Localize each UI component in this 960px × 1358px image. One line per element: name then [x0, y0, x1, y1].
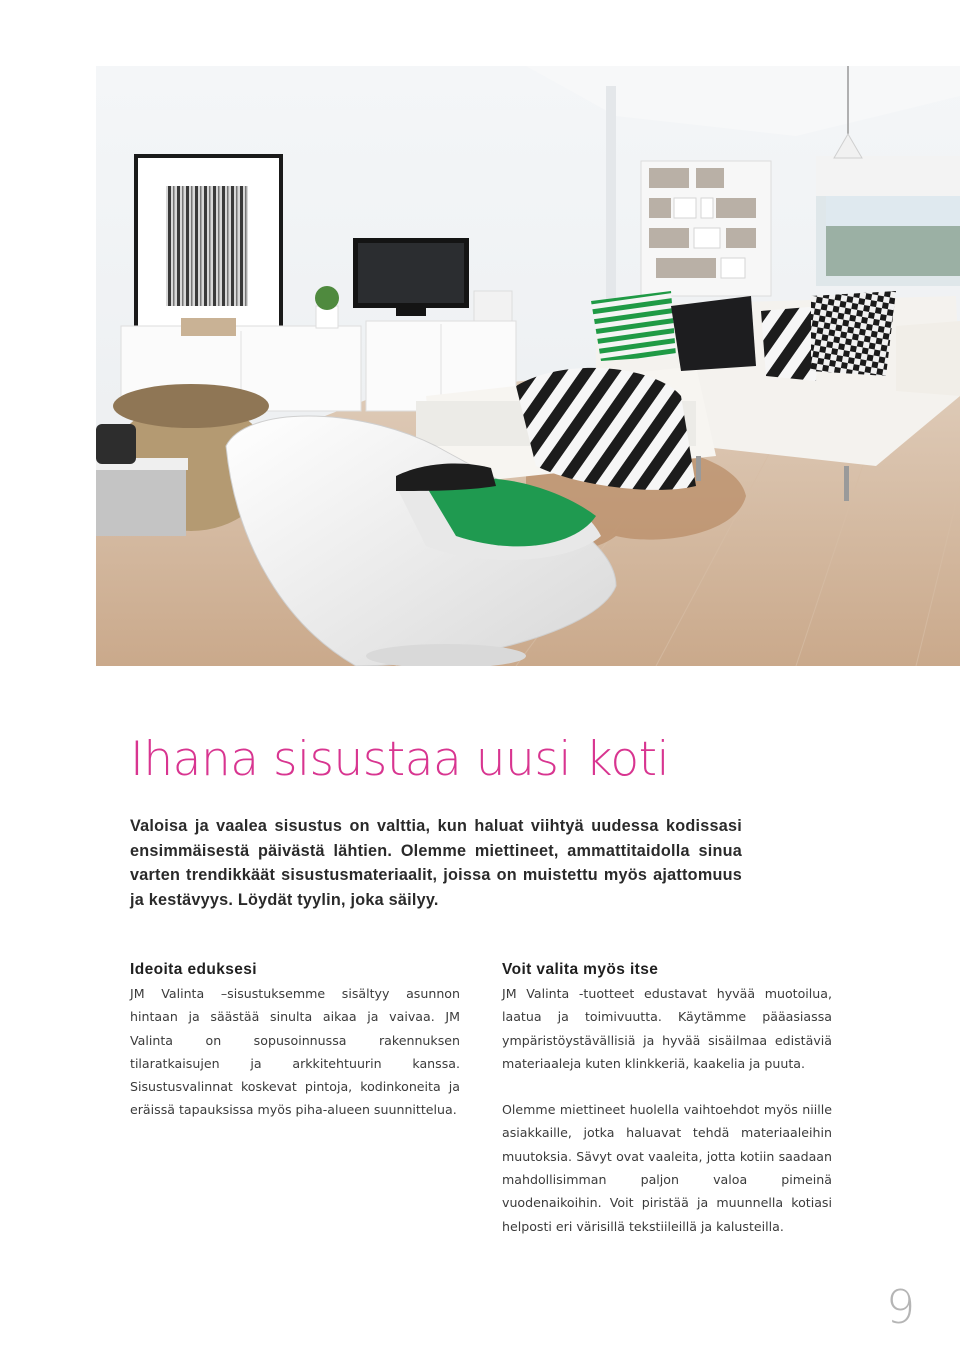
right-column-heading: Voit valita myös itse [502, 961, 659, 978]
right-column [502, 960, 832, 1238]
left-column-body: JM Valinta –sisustuksemme sisältyy asunnon hintaan ja säästää sinulta aikaa ja vaivaa. JM Valinta on sopusoinnussa rakennuksen tilaratkaisujen ja arkkitehtuurin kanssa. Sisustusvalinnat koskevat pintoja, kodinkoneita ja eräissä tapauksissa myös piha-alueen suunnittelua. [130, 986, 460, 1118]
page-number: 9 [886, 1280, 916, 1334]
left-column-heading: Ideoita eduksesi [130, 961, 258, 978]
page-title: Ihana sisustaa uusi koti [130, 732, 670, 787]
right-column-body-1: JM Valinta -tuotteet edustavat hyvää muotoilua, laatua ja toimivuutta. Käytämme pääasiassa ympäristöystävällisiä ja hyvää sisäilmaa edistäviä materiaaleja kuten klinkkeriä, kaakelia ja puuta. [502, 986, 832, 1071]
right-column-body-2: Olemme miettineet huolella vaihtoehdot myös niille asiakkaille, jotka haluavat tehdä materiaaleihin muutoksia. Sävyt ovat vaaleita, jotta kotiin saadaan mahdollisimman paljon valoa pimeinä vuodenaikoihin. Voit piristää ja muunnella kotiasi helposti eri värisillä tekstiileillä ja kalusteilla. [502, 1102, 832, 1234]
living-room-photo [96, 66, 960, 666]
lead-paragraph: Valoisa ja vaalea sisustus on valttia, kun haluat viihtyä uudessa kodissasi ensimmäisestä päivästä lähtien. Olemme miettineet, ammattitaidolla sinua varten trendikkäät sisustusmateriaalit, joissa on muistettu myös ajattomuus ja kestävyys. Löydät tyylin, joka säilyy. [130, 817, 742, 909]
left-column [130, 960, 460, 1122]
